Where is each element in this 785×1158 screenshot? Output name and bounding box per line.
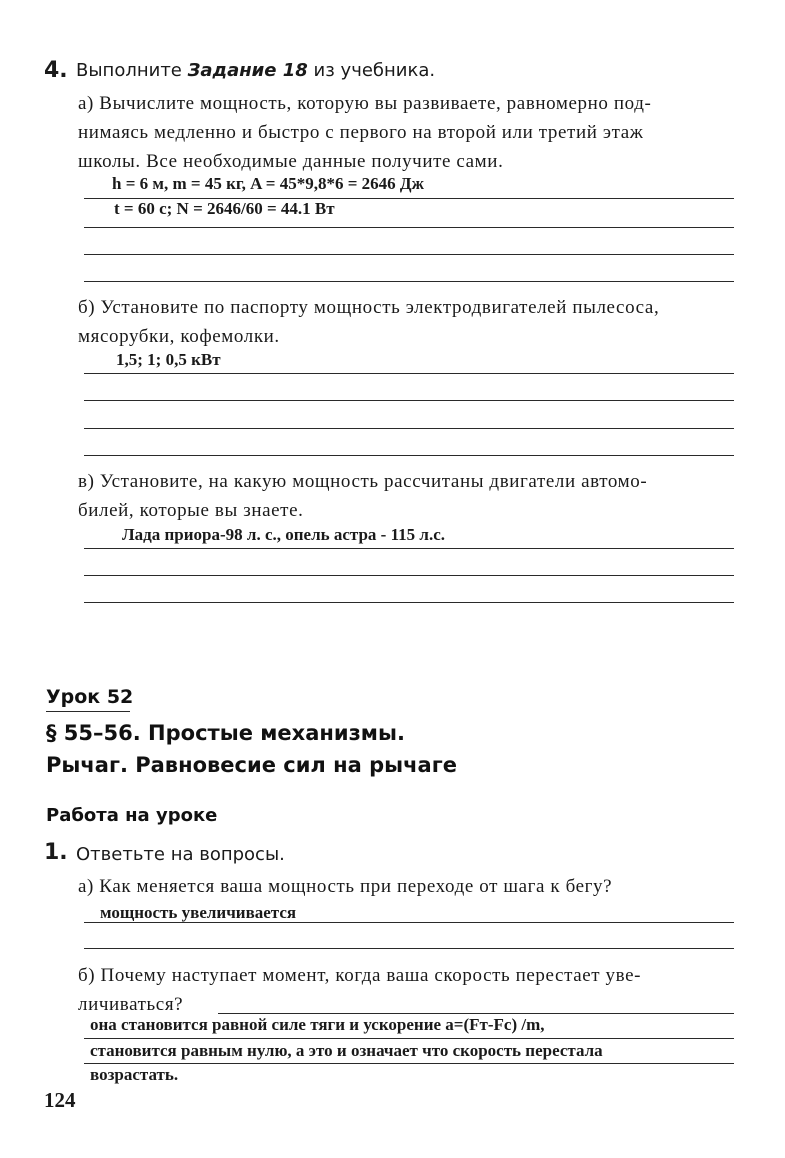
task-4-intro-before: Выполните bbox=[76, 60, 182, 81]
task-1a-answer-line-1: мощность увеличивается bbox=[100, 903, 297, 922]
answer-line bbox=[84, 400, 734, 401]
task-1b-text-line-1: б) Почему наступает момент, когда ваша скорость перестает уве- bbox=[78, 965, 642, 986]
answer-line bbox=[84, 575, 734, 576]
answer-line bbox=[84, 254, 734, 255]
answer-line bbox=[84, 602, 734, 603]
task-4b-answer-line-1: 1,5; 1; 0,5 кВт bbox=[116, 350, 221, 369]
answer-line bbox=[84, 455, 734, 456]
lesson-label-underline bbox=[46, 711, 130, 712]
lesson-label: Урок 52 bbox=[46, 686, 134, 708]
task-4c-text-line-1: в) Установите, на какую мощность рассчитаны двигатели автомо- bbox=[78, 471, 648, 492]
task-4c-text-line-2: билей, которые вы знаете. bbox=[78, 500, 304, 521]
task-4a-text-line-3: школы. Все необходимые данные получите сами. bbox=[78, 151, 504, 172]
task-4b-text-line-2: мясорубки, кофемолки. bbox=[78, 326, 280, 347]
task-1-number: 1. bbox=[44, 840, 68, 865]
answer-line bbox=[84, 373, 734, 374]
task-1b-answer-line-1: она становится равной силе тяги и ускорение a=(Fт-Fc) /m, bbox=[90, 1015, 545, 1034]
task-1b-answer-line-3: возрастать. bbox=[90, 1065, 179, 1084]
task-4a-answer-line-2: t = 60 с; N = 2646/60 = 44.1 Вт bbox=[114, 199, 335, 218]
task-4-textbook-reference: Задание 18 bbox=[187, 60, 308, 81]
section-heading: Работа на уроке bbox=[46, 805, 218, 826]
answer-line bbox=[84, 428, 734, 429]
task-1-intro: Ответьте на вопросы. bbox=[76, 844, 285, 865]
task-4c-answer-line-1: Лада приора-98 л. с., опель астра - 115 л.с. bbox=[122, 525, 445, 544]
task-4a-text-line-2: нимаясь медленно и быстро с первого на второй или третий этаж bbox=[78, 122, 644, 143]
task-1b-text-line-2: личиваться? bbox=[78, 994, 184, 1015]
answer-line bbox=[84, 281, 734, 282]
page-number: 124 bbox=[44, 1088, 76, 1112]
task-1b-answer-line-2: становится равным нулю, а это и означает что скорость перестала bbox=[90, 1041, 603, 1060]
task-4-intro-after: из учебника. bbox=[313, 60, 436, 81]
answer-line bbox=[218, 1013, 734, 1014]
task-4b-text-line-1: б) Установите по паспорту мощность электродвигателей пылесоса, bbox=[78, 297, 660, 318]
task-4a-text-line-1: а) Вычислите мощность, которую вы развиваете, равномерно под- bbox=[78, 93, 652, 114]
answer-line bbox=[84, 922, 734, 923]
task-1a-question: а) Как меняется ваша мощность при переходе от шага к бегу? bbox=[78, 876, 613, 897]
lesson-title-line-1: § 55–56. Простые механизмы. bbox=[46, 721, 405, 745]
answer-line bbox=[84, 227, 734, 228]
answer-line bbox=[84, 548, 734, 549]
answer-line bbox=[84, 1063, 734, 1064]
answer-line bbox=[84, 948, 734, 949]
lesson-title-line-2: Рычаг. Равновесие сил на рычаге bbox=[46, 753, 457, 777]
task-4-number: 4. bbox=[44, 58, 68, 83]
answer-line bbox=[84, 1038, 734, 1039]
task-4a-answer-line-1: h = 6 м, m = 45 кг, A = 45*9,8*6 = 2646 Дж bbox=[112, 174, 424, 193]
task-4-intro bbox=[76, 60, 435, 81]
